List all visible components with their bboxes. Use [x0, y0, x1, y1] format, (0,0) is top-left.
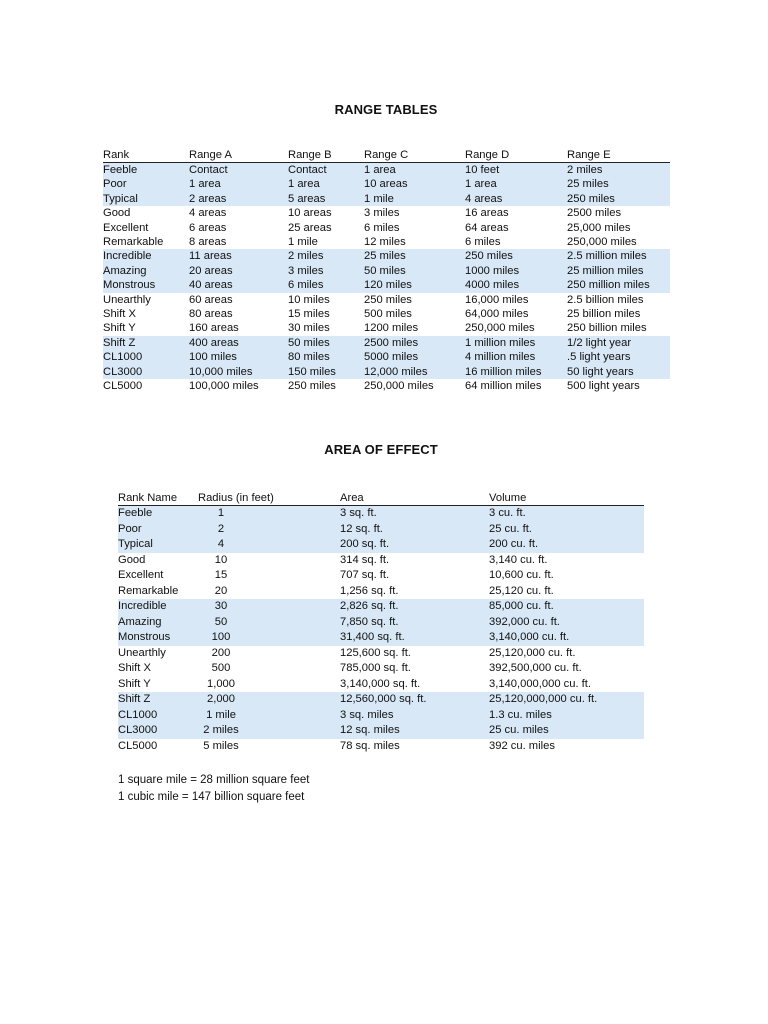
- range-table-row-cell: CL1000: [103, 350, 189, 364]
- aoe-table-row-cell: 20: [214, 584, 228, 597]
- aoe-table-row-cell: 1.3 cu. miles: [489, 708, 644, 724]
- range-table-row-cell: 10 feet: [465, 163, 567, 178]
- range-table-row: [103, 264, 670, 278]
- range-table-row-cell: 25 million miles: [567, 264, 670, 278]
- aoe-table-row-cell: 1 mile: [198, 708, 340, 724]
- range-table-row: [103, 206, 670, 220]
- range-table-row-cell: 250,000 miles: [465, 322, 535, 335]
- range-table-row-cell: 6 miles: [288, 278, 364, 292]
- aoe-table-row: [118, 584, 644, 600]
- range-table-row-cell: 250,000 miles: [364, 380, 434, 393]
- aoe-table-row-cell: Poor: [118, 522, 198, 538]
- aoe-table-row: [118, 553, 644, 569]
- aoe-table-row-cell: 10: [214, 553, 228, 566]
- range-table-row-cell: 80 miles: [288, 350, 364, 364]
- range-table-row-cell: 1 mile: [364, 192, 465, 206]
- range-table-row-cell: 1 area: [189, 177, 288, 191]
- range-table-row-cell: Contact: [288, 163, 364, 178]
- aoe-table-row-cell: 4: [198, 537, 340, 553]
- range-table-row-cell: 15 miles: [288, 308, 330, 321]
- range-table-row-cell: 6 areas: [189, 221, 227, 234]
- aoe-table-row-cell: 10,600 cu. ft.: [489, 569, 554, 581]
- aoe-table-row-cell: 25 cu. ft.: [489, 522, 644, 538]
- range-table-row: [103, 307, 670, 321]
- range-header-b: Range B: [288, 145, 364, 163]
- range-table-row-cell: 1/2 light year: [567, 336, 670, 350]
- aoe-table-row: [118, 646, 644, 662]
- range-table-row-cell: 2.5 million miles: [567, 249, 670, 263]
- aoe-table-row: [118, 537, 644, 553]
- range-table-row-cell: Unearthly: [103, 293, 151, 306]
- range-table-row: [103, 221, 670, 235]
- range-table-row-cell: Shift Y: [103, 322, 136, 335]
- range-table-row-cell: Typical: [103, 192, 189, 206]
- range-table-row: [103, 278, 670, 292]
- aoe-header-rank-name: Rank Name: [118, 488, 198, 506]
- range-table-row: [103, 365, 670, 379]
- range-table-row: [103, 321, 670, 335]
- aoe-table-row: [118, 599, 644, 615]
- aoe-table-row-cell: CL5000: [118, 739, 158, 752]
- range-table-row-cell: 100,000 miles: [189, 380, 259, 393]
- aoe-table-row-cell: Excellent: [118, 569, 164, 581]
- range-table-row-cell: 250 miles: [567, 192, 670, 206]
- range-table-row-cell: Shift X: [103, 308, 136, 321]
- aoe-table-row-cell: Good: [118, 553, 146, 566]
- aoe-header-area: Area: [340, 488, 489, 506]
- range-table-row-cell: 50 light years: [567, 365, 670, 379]
- range-table-row-cell: 2 miles: [288, 249, 364, 263]
- range-table-row-cell: Excellent: [103, 221, 149, 234]
- range-table-row-cell: Incredible: [103, 249, 189, 263]
- range-table-row-cell: 20 areas: [189, 264, 288, 278]
- range-header-e: Range E: [567, 145, 670, 163]
- aoe-table-row: [118, 506, 644, 522]
- range-table-row-cell: 3 miles: [288, 264, 364, 278]
- aoe-table-row-cell: CL1000: [118, 708, 198, 724]
- range-tables-title: RANGE TABLES: [334, 102, 438, 117]
- aoe-table-row-cell: Shift X: [118, 662, 151, 674]
- range-header-a: Range A: [189, 145, 288, 163]
- aoe-table-row: [118, 568, 644, 584]
- range-table-row-cell: 5000 miles: [364, 350, 465, 364]
- aoe-table-row-cell: 25 cu. miles: [489, 723, 644, 739]
- aoe-table-row-cell: 500: [211, 662, 231, 674]
- range-table-row-cell: 2500 miles: [364, 336, 465, 350]
- range-table-row: [103, 350, 670, 364]
- aoe-table-row-cell: Amazing: [118, 615, 198, 631]
- range-table-row: [103, 379, 670, 393]
- range-table-row-cell: 50 miles: [364, 264, 465, 278]
- aoe-table-row-cell: Shift Y: [118, 677, 151, 690]
- aoe-table-header-row: [118, 488, 644, 506]
- range-table-row-cell: 12,000 miles: [364, 365, 465, 379]
- range-table-row-cell: 2 miles: [567, 163, 670, 178]
- aoe-table-row-cell: 392 cu. miles: [489, 739, 555, 752]
- range-table-row-cell: 5 areas: [288, 192, 364, 206]
- note-cubic-mile: 1 cubic mile = 147 billion square feet: [118, 790, 305, 803]
- range-table-row-cell: 500 miles: [364, 308, 412, 321]
- aoe-table-row: [118, 692, 644, 708]
- aoe-table-row-cell: 50: [198, 615, 340, 631]
- aoe-table-row-cell: 7,850 sq. ft.: [340, 615, 489, 631]
- range-table-row-cell: .5 light years: [567, 350, 670, 364]
- aoe-table-row-cell: 1: [198, 506, 340, 522]
- range-table-row-cell: 16 areas: [465, 207, 509, 220]
- aoe-table-row-cell: 30: [198, 599, 340, 615]
- aoe-table-row-cell: 15: [214, 569, 228, 581]
- aoe-table-row-cell: Incredible: [118, 599, 198, 615]
- range-header-c: Range C: [364, 145, 465, 163]
- aoe-table-row-cell: 25,120,000 cu. ft.: [489, 646, 576, 659]
- range-table-row-cell: 250,000 miles: [567, 236, 637, 249]
- range-table-row-cell: 25 billion miles: [567, 308, 641, 321]
- range-table-header-row: [103, 145, 670, 163]
- aoe-table-row-cell: 1,000: [207, 677, 235, 690]
- aoe-table-row-cell: 3,140,000 cu. ft.: [489, 630, 644, 646]
- aoe-table-row-cell: 78 sq. miles: [340, 739, 400, 752]
- range-table-row-cell: 1000 miles: [465, 264, 567, 278]
- aoe-table-row-cell: 12 sq. ft.: [340, 522, 489, 538]
- range-table-row-cell: 16,000 miles: [465, 293, 529, 306]
- aoe-table-row-cell: Feeble: [118, 506, 198, 522]
- range-table-row-cell: 250 miles: [364, 293, 412, 306]
- range-table-row-cell: 150 miles: [288, 365, 364, 379]
- aoe-table-row-cell: 25,120,000,000 cu. ft.: [489, 692, 644, 708]
- aoe-table-row: [118, 708, 644, 724]
- range-table-row-cell: 60 areas: [189, 293, 233, 306]
- aoe-table-row-cell: 3 sq. ft.: [340, 506, 489, 522]
- range-table-row-cell: 3 miles: [364, 207, 400, 220]
- aoe-table-row-cell: 31,400 sq. ft.: [340, 630, 489, 646]
- aoe-table-row-cell: 12 sq. miles: [340, 723, 489, 739]
- aoe-table-row-cell: 3 sq. miles: [340, 708, 489, 724]
- range-table-row: [103, 293, 670, 307]
- range-table-row-cell: 2.5 billion miles: [567, 293, 644, 306]
- range-table-row-cell: 80 areas: [189, 308, 233, 321]
- aoe-table-row-cell: CL3000: [118, 723, 198, 739]
- range-table-row-cell: Feeble: [103, 163, 189, 178]
- range-table-row-cell: 25 areas: [288, 221, 332, 234]
- aoe-table-row-cell: 3,140,000,000 cu. ft.: [489, 677, 592, 690]
- range-table-row: [103, 192, 670, 206]
- range-table-row-cell: Shift Z: [103, 336, 189, 350]
- aoe-table-row: [118, 630, 644, 646]
- range-table-row-cell: 2500 miles: [567, 207, 622, 220]
- aoe-table-row-cell: 3,140,000 sq. ft.: [340, 677, 421, 690]
- range-table-row: [103, 249, 670, 263]
- aoe-table-row-cell: 707 sq. ft.: [340, 569, 390, 581]
- aoe-table-row-cell: 785,000 sq. ft.: [340, 662, 411, 674]
- range-table-row-cell: 64 areas: [465, 221, 509, 234]
- aoe-table-row-cell: 2,826 sq. ft.: [340, 599, 489, 615]
- range-table-body: [103, 163, 670, 394]
- aoe-table-row-cell: 200 sq. ft.: [340, 537, 489, 553]
- aoe-table-row-cell: 1,256 sq. ft.: [340, 584, 399, 597]
- aoe-table-row-cell: Remarkable: [118, 584, 179, 597]
- range-table-row-cell: 250 miles: [288, 380, 336, 393]
- aoe-table-row-cell: 25,120 cu. ft.: [489, 584, 554, 597]
- aoe-table-row: [118, 661, 644, 677]
- range-table-row-cell: 12 miles: [364, 236, 406, 249]
- range-table-row-cell: 25,000 miles: [567, 221, 631, 234]
- range-table-row: [103, 163, 670, 178]
- range-table-row-cell: 250 miles: [465, 249, 567, 263]
- note-square-mile: 1 square mile = 28 million square feet: [118, 774, 310, 786]
- range-table-row-cell: 400 areas: [189, 336, 288, 350]
- range-table-row-cell: 6 miles: [364, 221, 400, 234]
- conversion-notes: [118, 772, 309, 805]
- range-table-row-cell: 160 areas: [189, 322, 239, 335]
- aoe-table-row: [118, 739, 644, 755]
- range-table-row-cell: Remarkable: [103, 236, 164, 249]
- range-table-row-cell: 11 areas: [189, 249, 288, 263]
- range-table-row-cell: 100 miles: [189, 350, 288, 364]
- aoe-header-radius: Radius (in feet): [198, 488, 340, 506]
- range-table-row-cell: 4000 miles: [465, 278, 567, 292]
- aoe-table-row: [118, 615, 644, 631]
- aoe-table-row-cell: Typical: [118, 537, 198, 553]
- range-table-row-cell: CL3000: [103, 365, 189, 379]
- range-table-row-cell: 500 light years: [567, 380, 640, 393]
- range-table-row: [103, 177, 670, 191]
- range-table-row-cell: Monstrous: [103, 278, 189, 292]
- aoe-header-volume: Volume: [489, 488, 644, 506]
- range-table-row-cell: 4 areas: [465, 192, 567, 206]
- range-table-row-cell: CL5000: [103, 380, 143, 393]
- range-table-row-cell: 1 mile: [288, 236, 318, 249]
- aoe-table-row-cell: 392,500,000 cu. ft.: [489, 662, 582, 674]
- range-table-row: [103, 336, 670, 350]
- range-table-row-cell: 64 million miles: [465, 380, 542, 393]
- range-table-row-cell: 1 area: [288, 177, 364, 191]
- range-table-row-cell: 250 million miles: [567, 278, 670, 292]
- aoe-table-row-cell: 12,560,000 sq. ft.: [340, 692, 489, 708]
- aoe-table-row-cell: 2,000: [198, 692, 340, 708]
- range-table-row-cell: 1 area: [364, 163, 465, 178]
- aoe-table-row-cell: Shift Z: [118, 692, 198, 708]
- aoe-table-row-cell: 85,000 cu. ft.: [489, 599, 644, 615]
- range-table-row-cell: 10 areas: [288, 207, 332, 220]
- range-table-row-cell: 30 miles: [288, 322, 330, 335]
- range-table-row-cell: 10 miles: [288, 293, 330, 306]
- range-table-row-cell: 2 areas: [189, 192, 288, 206]
- range-table-row-cell: Amazing: [103, 264, 189, 278]
- range-table-row-cell: 4 million miles: [465, 350, 567, 364]
- aoe-table-row-cell: 392,000 cu. ft.: [489, 615, 644, 631]
- aoe-table-row-cell: 125,600 sq. ft.: [340, 646, 411, 659]
- aoe-table-row-cell: 200: [211, 646, 231, 659]
- range-table-row-cell: 40 areas: [189, 278, 288, 292]
- aoe-table-row-cell: Unearthly: [118, 646, 166, 659]
- aoe-table-row: [118, 522, 644, 538]
- range-table-row-cell: 50 miles: [288, 336, 364, 350]
- range-table-row-cell: 25 miles: [567, 177, 670, 191]
- range-table-row-cell: 1 million miles: [465, 336, 567, 350]
- area-of-effect-table-body: [118, 506, 644, 755]
- aoe-table-row-cell: 2 miles: [198, 723, 340, 739]
- range-table-row-cell: Poor: [103, 177, 189, 191]
- aoe-table-row-cell: 314 sq. ft.: [340, 553, 390, 566]
- aoe-table-row-cell: 3,140 cu. ft.: [489, 553, 548, 566]
- aoe-table-row-cell: 100: [198, 630, 340, 646]
- area-of-effect-table: [118, 488, 644, 754]
- aoe-table-row-cell: 2: [198, 522, 340, 538]
- aoe-table-row: [118, 677, 644, 693]
- aoe-table-row-cell: Monstrous: [118, 630, 198, 646]
- range-table-row-cell: 64,000 miles: [465, 308, 529, 321]
- range-header-rank: Rank: [103, 145, 189, 163]
- range-table: [103, 145, 670, 394]
- range-table-row-cell: 6 miles: [465, 236, 501, 249]
- range-table-row-cell: 250 billion miles: [567, 322, 647, 335]
- range-table-row-cell: 10 areas: [364, 177, 465, 191]
- range-table-row: [103, 235, 670, 249]
- range-table-row-cell: 25 miles: [364, 249, 465, 263]
- range-table-row-cell: 1200 miles: [364, 322, 419, 335]
- range-table-row-cell: 10,000 miles: [189, 365, 288, 379]
- range-table-row-cell: 1 area: [465, 177, 567, 191]
- aoe-table-row-cell: 3 cu. ft.: [489, 506, 644, 522]
- area-of-effect-title: AREA OF EFFECT: [324, 442, 438, 457]
- range-table-row-cell: Contact: [189, 163, 288, 178]
- range-table-row-cell: 8 areas: [189, 236, 227, 249]
- range-table-row-cell: 16 million miles: [465, 365, 567, 379]
- range-header-d: Range D: [465, 145, 567, 163]
- aoe-table-row-cell: 5 miles: [203, 739, 239, 752]
- aoe-table-row-cell: 200 cu. ft.: [489, 537, 644, 553]
- range-table-row-cell: 4 areas: [189, 207, 227, 220]
- aoe-table-row: [118, 723, 644, 739]
- range-table-row-cell: Good: [103, 207, 131, 220]
- range-table-row-cell: 120 miles: [364, 278, 465, 292]
